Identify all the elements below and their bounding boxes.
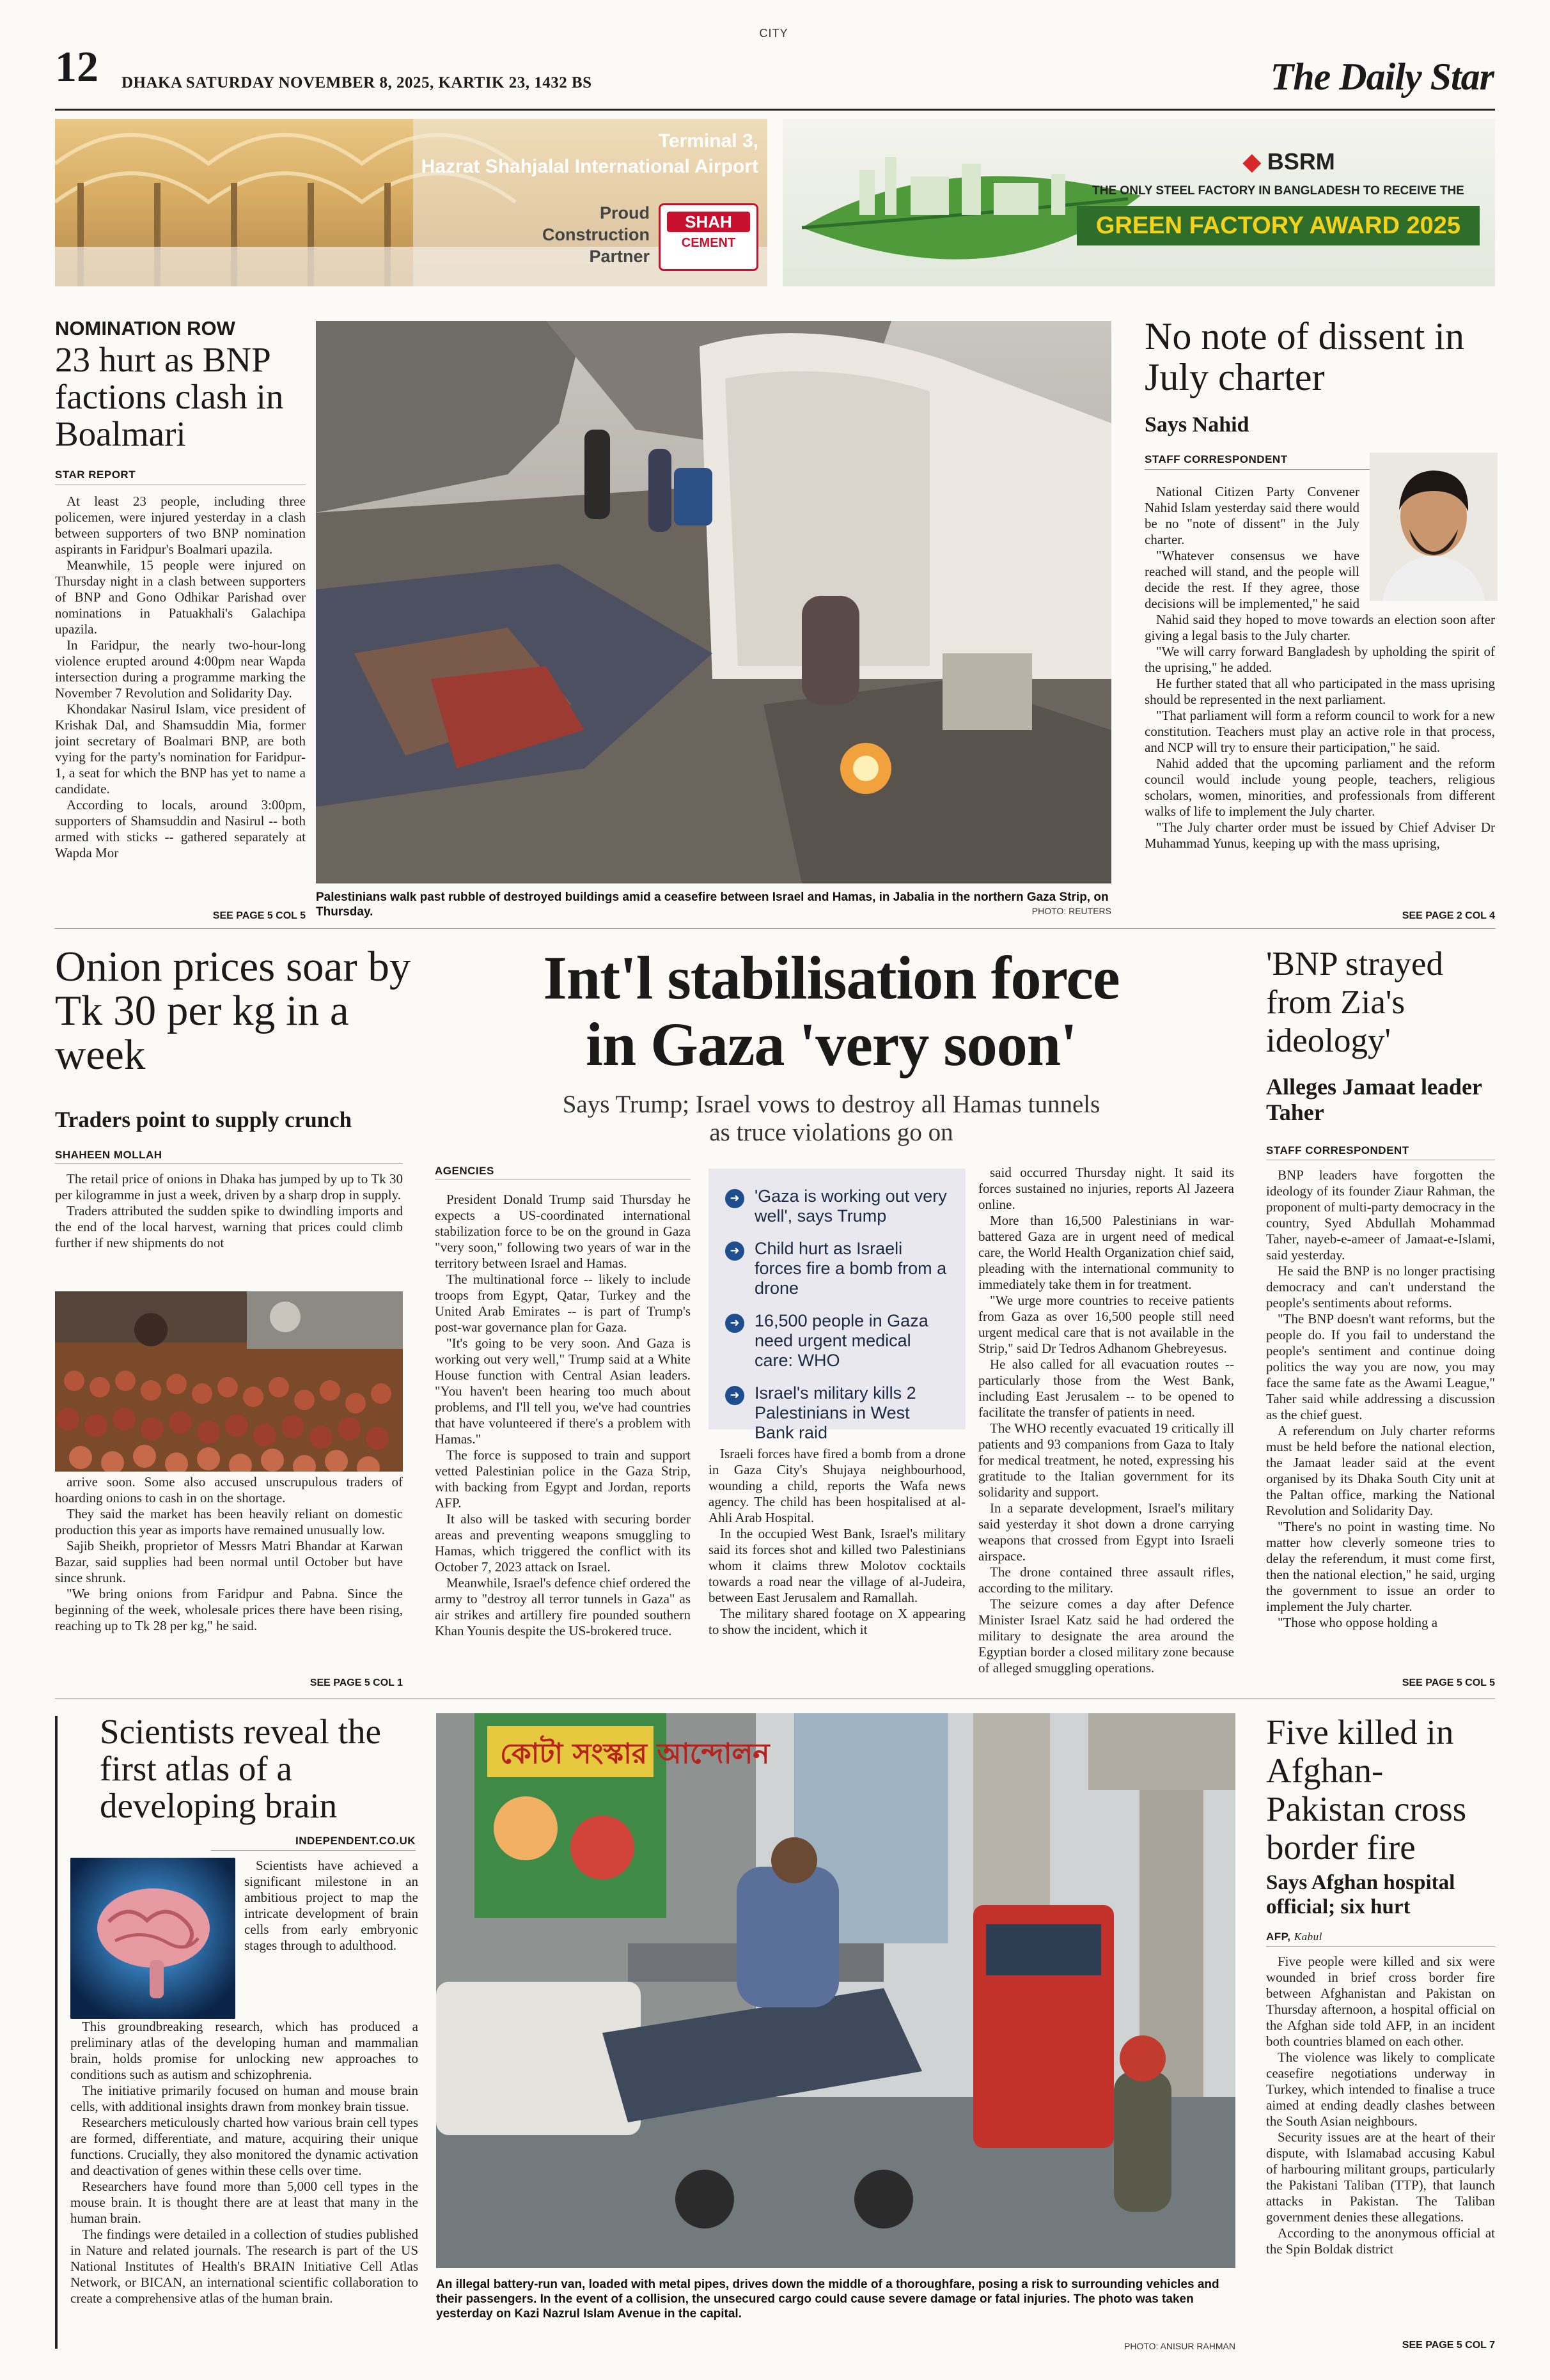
gaza-column-3 — [978, 1165, 1234, 1686]
gaza-col3-paragraph: In a separate development, Israel's military said yesterday it shot down a drone carrying weapons that crossed from Egypt into Israeli airspace. — [978, 1500, 1234, 1564]
gaza-col1-paragraph: Meanwhile, Israel's defence chief ordered the army to "destroy all terror tunnels in Gaza" as air strikes and artillery fire pounded southern Khan Younis despite the US-brokered truce. — [435, 1575, 691, 1638]
highlight-text: 'Gaza is working out very well', says Trump — [755, 1186, 947, 1225]
jamaat-paragraph: "Those who oppose holding a — [1278, 1615, 1438, 1630]
onion-market-illustration — [55, 1291, 403, 1472]
brain-graphic — [70, 1858, 235, 2019]
page-number: 12 — [55, 42, 98, 91]
brain-paragraph: Researchers have found more than 5,000 cell types in the mouse brain. It is thought there are at least that many in the human brain. — [70, 2179, 418, 2226]
onion-paragraph: The retail price of onions in Dhaka has jumped by up to Tk 30 per kilogramme in just a week, driven by a sharp drop in supply. — [55, 1171, 403, 1202]
gaza-col2-paragraph: Israeli forces have fired a bomb from a drone in Gaza City's Shujaya neighbourhood, wounding a child, reports the Wafa news agency. The child has been hospitalised at al-Ahli Arab Hospital. — [708, 1446, 966, 1525]
jamaat-paragraph: BNP leaders have forgotten the ideology of its founder Ziaur Rahman, the proponent of multi-party democracy in the country, Syed Abdullah Mohammad Taher, nayeb-e-ameer of Jamaat-e-Islami, said yesterday. — [1266, 1167, 1495, 1263]
onion-body-top — [55, 1171, 403, 1287]
brain-paragraph: This groundbreaking research, which has produced a preliminary atlas of the developing human and mammalian brain, holds promise for unlocking new approaches to conditions such as autism and schizophrenia. — [70, 2019, 418, 2082]
gaza-col1-paragraph: The multinational force -- likely to include troops from Egypt, Qatar, Turkey and the United Arab Emirates -- is part of Trump's post-war governance plan for Gaza. — [435, 1272, 691, 1335]
gaza-photo-credit: PHOTO: REUTERS — [1031, 906, 1111, 916]
onion-byline: SHAHEEN MOLLAH — [55, 1149, 162, 1161]
nahid-paragraph: "We will carry forward Bangladesh by upholding the spirit of the uprising," he added. — [1145, 644, 1495, 675]
arrow-bullet-icon: ➜ — [725, 1241, 744, 1261]
brain-rule — [211, 1850, 416, 1851]
arrow-bullet-icon: ➜ — [725, 1314, 744, 1333]
nahid-paragraph: He further stated that all who participated in the mass uprising should be represented in the next parliament. — [1145, 676, 1495, 707]
jamaat-paragraph: He said the BNP is no longer practising democracy and can't understand the people's sentiments about reforms. — [1266, 1263, 1495, 1311]
bsrm-award-banner: GREEN FACTORY AWARD 2025 — [1077, 206, 1480, 245]
gaza-col3-paragraph: He also called for all evacuation routes -- particularly those from the West Bank, including East Jerusalem -- to be opened to facilitate the transfer of patients in need. — [978, 1357, 1234, 1420]
gaza-col2-paragraph: The military shared footage on X appearing to show the incident, which it — [708, 1606, 966, 1637]
onion-rule — [55, 1163, 403, 1164]
gaza-col1-paragraph: "It's going to be very soon. And Gaza is working out very well," Trump said at a White House function with Central Asian leaders. "You haven't been hearing too much about problems, and I'll tell you, we've had countries that have volunteered if there's a problem with Hamas." — [435, 1335, 691, 1447]
onion-market-photo — [55, 1291, 403, 1472]
ad-construction: Construction — [542, 225, 650, 244]
afghan-body — [1266, 1954, 1495, 2335]
brain-body-bottom — [70, 2019, 418, 2345]
brain-byline: INDEPENDENT.CO.UK — [295, 1835, 416, 1847]
brain-side-rule — [55, 1716, 58, 2349]
nahid-portrait — [1370, 453, 1498, 601]
afghan-see-page[interactable]: SEE PAGE 5 COL 7 — [1402, 2340, 1495, 2351]
afghan-paragraph: Security issues are at the heart of their dispute, with Islamabad accusing Kabul of harbouring militant groups, particularly the Pakistani Taliban (TTP), that launch attacks in Pakistan. The Taliban government denies these allegations. — [1266, 2129, 1495, 2225]
street-illustration — [436, 1713, 1235, 2268]
boalmari-kicker: NOMINATION ROW — [55, 317, 235, 339]
gaza-col3-paragraph: said occurred Thursday night. It said its forces sustained no injuries, reports Al Jazeera online. — [978, 1165, 1234, 1212]
brain-headline[interactable]: Scientists reveal the first atlas of a developing brain — [100, 1712, 381, 1825]
paper-logo: The Daily Star — [1270, 56, 1494, 98]
jamaat-paragraph: A referendum on July charter reforms must be held before the national election, the Jamaat leader said at the event organised by its Dhaka South City unit at the Paltan office, marking the National Revolution and Solidarity Day. — [1266, 1423, 1495, 1518]
shah-brand-bottom: CEMENT — [681, 236, 736, 250]
afghan-byline — [1266, 1931, 1322, 1943]
highlight-item[interactable] — [725, 1311, 953, 1371]
bsrm-logo: ◆ BSRM — [1243, 148, 1335, 175]
onion-subhead: Traders point to supply crunch — [55, 1107, 352, 1132]
nahid-body-top — [1145, 484, 1359, 612]
boalmari-headline[interactable]: 23 hurt as BNP factions clash in Boalmari — [55, 340, 284, 453]
gaza-headline[interactable] — [422, 945, 1241, 1078]
street-photo-credit: PHOTO: ANISUR RAHMAN — [1124, 2341, 1235, 2351]
section-label: CITY — [759, 27, 788, 40]
ad-partner: Partner — [589, 247, 650, 266]
afghan-paragraph: Five people were killed and six were wounded in brief cross border fire between Afghanistan and Pakistan on Thursday afternoon, a hospital official on the Afghan side told AFP, in an incident both countries blamed on each other. — [1266, 1954, 1495, 2049]
shah-cement-logo — [659, 203, 758, 271]
gaza-headline-line2: in Gaza 'very soon' — [586, 1010, 1077, 1078]
nahid-headline[interactable]: No note of dissent in July charter — [1145, 315, 1464, 398]
highlight-item[interactable] — [725, 1239, 953, 1298]
ad-proud: Proud — [600, 203, 650, 222]
boalmari-paragraph: In Faridpur, the nearly two-hour-long violence erupted around 4:00pm near Wapda intersection during a programme marking the November 7 Revolution and Solidarity Day. — [55, 637, 306, 701]
brain-paragraph: The findings were detailed in a collection of studies published in Nature and related journals. The research is part of the US National Institutes of Health's BRAIN Initiative Cell Atlas Network, or BICAN, an international scientific collaboration to create a comprehensive atlas of the human brain. — [70, 2227, 418, 2306]
boalmari-paragraph: According to locals, around 3:00pm, supporters of Shamsuddin and Nasirul -- both armed with sticks -- gathered separately at Wapda Mor — [55, 797, 306, 860]
afghan-subhead: Says Afghan hospital official; six hurt — [1266, 1871, 1455, 1918]
onion-paragraph: Sajib Sheikh, proprietor of Messrs Matri Bhandar at Karwan Bazar, said supplies had been normal until October but have since shrunk. — [55, 1538, 403, 1585]
gaza-col2-paragraph: In the occupied West Bank, Israel's military said its forces shot and killed two Palestinians whom it claims threw Molotov cocktails towards a road near the village of al-Judeira, between East Jerusalem and Ramallah. — [708, 1526, 966, 1605]
jamaat-body — [1266, 1167, 1495, 1676]
nahid-body-bottom — [1145, 612, 1495, 907]
onion-paragraph: "We bring onions from Faridpur and Pabna. Since the beginning of the week, wholesale prices there have been rising, reaching up to Tk 28 per kg," he said. — [55, 1586, 403, 1633]
ad-partner-text — [541, 202, 650, 267]
highlight-text: Israel's military kills 2 Palestinians in West Bank raid — [755, 1383, 916, 1442]
onion-paragraph: They said the market has been heavily reliant on domestic production this year as imports have remained unusually low. — [55, 1506, 403, 1537]
ad-airport[interactable] — [55, 119, 767, 286]
boalmari-body — [55, 494, 306, 909]
highlight-text: 16,500 people in Gaza need urgent medical care: WHO — [755, 1311, 928, 1370]
onion-paragraph: arrive soon. Some also accused unscrupulous traders of hoarding onions to cash in on the shortage. — [55, 1474, 403, 1505]
gaza-column-1 — [435, 1192, 691, 1686]
highlight-item[interactable] — [725, 1186, 953, 1226]
gaza-deck — [422, 1091, 1241, 1147]
gaza-col1-paragraph: It also will be tasked with securing border areas and preventing weapons smuggling to Hamas, which triggered the conflict with its October 7, 2023 attack on Israel. — [435, 1511, 691, 1575]
street-photo-caption: An illegal battery-run van, loaded with metal pipes, drives down the middle of a thoroughfare, posing a risk to surrounding vehicles and their passengers. In the event of a collision, the unsecured cargo could cause severe damage or fatal injuries. The photo was taken yesterday on Kazi Nazrul Islam Avenue in the capital. — [436, 2278, 1219, 2321]
nahid-paragraph: "That parliament will form a reform council to work for a new constitution. Teachers must play an active role in that process, and NCP will try to ensure their participation," he said. — [1145, 708, 1495, 755]
green-leaf-graphic — [783, 119, 1495, 286]
boalmari-paragraph: Khondakar Nasirul Islam, vice president of Krishak Dal, and Shamsuddin Mia, former joint secretary of Boalmari BNP, are both vying for the party's nomination for Faridpur-1, a seat for which the BNP has yet to name a candidate. — [55, 701, 306, 797]
masthead-rule — [55, 109, 1495, 111]
afghan-rule — [1266, 1946, 1495, 1947]
gaza-photo-caption: Palestinians walk past rubble of destroyed buildings amid a ceasefire between Israel and Hamas, in Jabalia in the northern Gaza Strip, on Thursday. — [316, 891, 1109, 919]
arrow-bullet-icon: ➜ — [725, 1189, 744, 1208]
afghan-headline[interactable]: Five killed in Afghan-Pakistan cross border fire — [1266, 1713, 1467, 1867]
brain-illustration-image — [70, 1858, 235, 2019]
dateline: DHAKA SATURDAY NOVEMBER 8, 2025, KARTIK 23, 1432 BS — [121, 74, 592, 91]
onion-paragraph: Traders attributed the sudden spike to dwindling imports and the end of the local harvest, warning that prices could climb further if new shipments do not — [55, 1203, 403, 1250]
gaza-col3-paragraph: The WHO recently evacuated 19 critically ill patients and 93 companions from Gaza to Italy for medical treatment, he noted, expressing his gratitude to the Italian government for its solidarity and support. — [978, 1420, 1234, 1500]
nahid-paragraph: National Citizen Party Convener Nahid Islam yesterday said there would be no "note of dissent" in the July charter. — [1145, 484, 1359, 547]
brain-paragraph: Scientists have achieved a significant milestone in an ambitious project to map the intricate development of brain cells from early embryonic stages through to adulthood. — [244, 1858, 418, 1953]
jamaat-byline: STAFF CORRESPONDENT — [1266, 1144, 1409, 1156]
gaza-col3-paragraph: More than 16,500 Palestinians in war-battered Gaza are in urgent need of medical care, the World Health Organization chief said, pleading with the international community to immediately take them in for treatment. — [978, 1213, 1234, 1292]
onion-body-bottom — [55, 1474, 403, 1676]
jamaat-paragraph: "The BNP doesn't want reforms, but the people do. If you fail to understand the people's sentiment and continue doing politics the way you are now, you may face the same fate as the Awami League," Taher said while addressing a discussion as the chief guest. — [1266, 1311, 1495, 1422]
jamaat-see-page[interactable]: SEE PAGE 5 COL 5 — [1402, 1677, 1495, 1688]
bsrm-line1: THE ONLY STEEL FACTORY IN BANGLADESH TO RECEIVE THE — [1092, 184, 1464, 198]
nahid-paragraph: Nahid said they hoped to move towards an election soon after giving a legal basis to the July charter. — [1145, 612, 1495, 643]
gaza-col3-paragraph: "We urge more countries to receive patients from Gaza as over 16,500 people still need urgent medical care that is not available in the Strip," said Dr Tedros Adhanom Ghebreyesus. — [978, 1293, 1234, 1356]
ad-bsrm[interactable] — [783, 119, 1495, 286]
afghan-byline-agency: AFP, — [1266, 1931, 1291, 1943]
boalmari-see-page[interactable]: SEE PAGE 5 COL 5 — [212, 910, 306, 921]
highlight-item[interactable] — [725, 1383, 953, 1443]
gaza-column-2 — [708, 1446, 966, 1686]
nahid-see-page[interactable]: SEE PAGE 2 COL 4 — [1402, 910, 1495, 921]
brain-paragraph: Researchers meticulously charted how various brain cell types are formed, differentiate, and mature, acquiring their unique functions. Crucially, they also monitored the dynamic activation and deactivation of genes within these cells over time. — [70, 2115, 418, 2178]
gaza-rubble-photo — [316, 321, 1111, 883]
jamaat-headline[interactable]: 'BNP strayed from Zia's ideology' — [1266, 945, 1443, 1059]
arrow-bullet-icon: ➜ — [725, 1386, 744, 1405]
gaza-col1-paragraph: President Donald Trump said Thursday he expects a US-coordinated international stabilization force to be on the ground in Gaza "very soon," following two years of war in the territory between Israel and Hamas. — [435, 1192, 691, 1271]
boalmari-paragraph: At least 23 people, including three policemen, were injured yesterday in a clash between supporters of two BNP nomination aspirants in Faridpur's Boalmari upazila. — [55, 494, 306, 557]
nahid-byline: STAFF CORRESPONDENT — [1145, 453, 1288, 465]
portrait-illustration — [1370, 453, 1498, 601]
gaza-col3-paragraph: The seizure comes a day after Defence Minister Israel Katz said he had ordered the military to designate the area around the Egyptian border a closed military zone because of alleged smuggling operations. — [978, 1596, 1234, 1676]
highlight-text: Child hurt as Israeli forces fire a bomb from a drone — [755, 1239, 947, 1298]
nahid-subhead: Says Nahid — [1145, 413, 1249, 437]
bsrm-brand: BSRM — [1267, 148, 1335, 175]
boalmari-paragraph: Meanwhile, 15 people were injured on Thursday night in a clash between supporters of BNP and Gono Odhikar Parishad over nominations in Patuakhali's Galachipa upazila. — [55, 557, 306, 637]
highlights-list — [725, 1186, 953, 1443]
brain-paragraph: The initiative primarily focused on human and mouse brain cells, with additional insights drawn from monkey brain tissue. — [70, 2083, 418, 2114]
street-van-photo — [436, 1713, 1235, 2268]
afghan-paragraph: The violence was likely to complicate ceasefire negotiations underway in Turkey, which intended to finalise a truce aimed at ending deadly clashes between the South Asian neighbours. — [1266, 2049, 1495, 2129]
mural-text: কোটা সংস্কার আন্দোলন — [500, 1738, 770, 1770]
afghan-paragraph: According to the anonymous official at the Spin Boldak district — [1266, 2225, 1495, 2257]
gaza-highlights-box — [708, 1169, 966, 1442]
shah-brand-top: SHAH — [667, 212, 750, 232]
brain-body-top — [244, 1858, 418, 2019]
gaza-headline-line1: Int'l stabilisation force — [543, 944, 1120, 1012]
afghan-byline-place: Kabul — [1294, 1931, 1322, 1943]
onion-headline[interactable]: Onion prices soar by Tk 30 per kg in a week — [55, 943, 411, 1078]
ad-airport-subhead: Hazrat Shahjalal International Airport — [421, 156, 758, 177]
gaza-deck-line1: Says Trump; Israel vows to destroy all Hamas tunnels — [562, 1091, 1100, 1118]
nahid-paragraph: Nahid added that the upcoming parliament and the reform council would include young people, teachers, religious scholars, women, minorities, and professionals from different walks of life to implement the July charter. — [1145, 756, 1495, 819]
nahid-paragraph: "Whatever consensus we have reached will stand, and the people will decide the rest. If they agree, those decisions will be implemented," he said — [1145, 548, 1359, 611]
nahid-paragraph: "The July charter order must be issued by Chief Adviser Dr Muhammad Yunus, keeping up with the mass uprising, — [1145, 820, 1495, 851]
jamaat-subhead: Alleges Jamaat leader Taher — [1266, 1074, 1482, 1125]
gaza-byline: AGENCIES — [435, 1165, 494, 1177]
gaza-rubble-illustration — [316, 321, 1111, 883]
onion-see-page[interactable]: SEE PAGE 5 COL 1 — [309, 1677, 403, 1688]
boalmari-byline: STAR REPORT — [55, 469, 136, 481]
jamaat-paragraph: "There's no point in wasting time. No matter how cleverly someone tries to delay the referendum, it must come first, then the national election," he said, urging the government to issue an order to implement the July charter. — [1266, 1519, 1495, 1614]
gaza-col3-paragraph: The drone contained three assault rifles, according to the military. — [978, 1564, 1234, 1596]
row-divider-1 — [55, 928, 1495, 929]
gaza-deck-line2: as truce violations go on — [709, 1119, 953, 1146]
ad-airport-headline: Terminal 3, — [658, 130, 758, 152]
gaza-col1-paragraph: The force is supposed to train and support vetted Palestinian police in the Gaza Strip, with backing from Egypt and Jordan, reports AFP. — [435, 1447, 691, 1511]
row-divider-2 — [55, 1698, 1495, 1699]
